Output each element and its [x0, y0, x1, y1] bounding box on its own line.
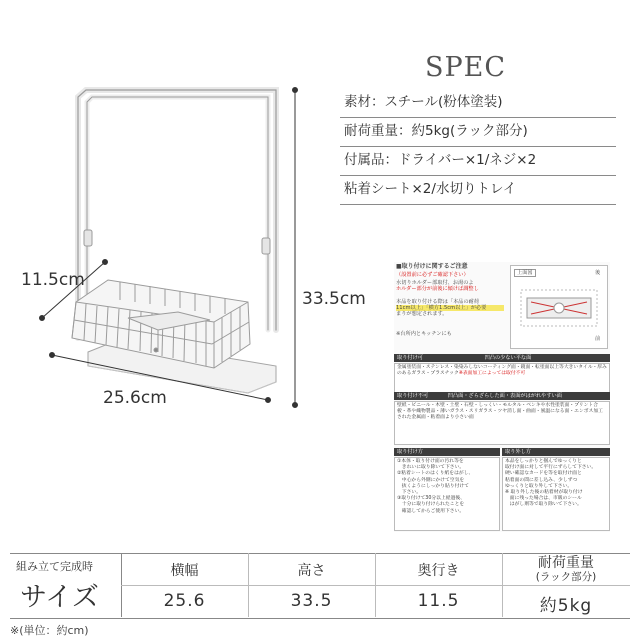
- top-view-sketch: [517, 280, 601, 340]
- ng-head-text: 取り付け不可: [397, 393, 429, 399]
- how-step: 十分に取り付けられたことを: [397, 502, 465, 508]
- ng-note-text: 凹凸面・ざらざらした面・表面がはがれやすい面: [447, 393, 562, 399]
- back-label: 後: [595, 270, 601, 276]
- how-step: 確認してからご使用下さい。: [397, 508, 465, 514]
- how-step: 中心から外側にかけて空気を: [397, 477, 465, 483]
- col-width-value: 25.6: [163, 591, 206, 611]
- how-steps: [394, 457, 500, 531]
- ok-body-text: 金属塗装面・ステンレス・染染みしないコーティング面・鏡面・転塗面以上等大きいタイル・厚みのあるガラス・プラスチック: [397, 365, 607, 377]
- installation-notice-panel: [394, 262, 610, 532]
- remove-header: 取り外し方: [502, 448, 610, 456]
- intro-line: まりが想定されます。: [396, 311, 448, 318]
- how-step: きれいに取り除いて下さい。: [397, 465, 465, 471]
- remove-step: ゆっくりと取り外して下さい。: [505, 483, 573, 489]
- intro-line: 本品を取り付ける際は「本品の耐荷: [396, 298, 480, 305]
- ok-head-text: 取り付け可: [397, 355, 423, 361]
- ok-body: [394, 363, 610, 393]
- front-label: 前: [595, 336, 601, 342]
- remove-step: ※ 取り外した後の粘着材が取り付け: [505, 490, 583, 496]
- notice-title: ■取り付けに関するご注意: [396, 263, 468, 270]
- how-header: 取り付け方: [394, 448, 500, 456]
- remove-step: 取付け面に対して平行にずらして下さい。: [505, 465, 597, 471]
- remove-steps: [502, 457, 610, 531]
- unit-note: ※(単位：約cm): [10, 624, 89, 637]
- remove-step: 粘着面の間に差し込み、少しずつ: [505, 477, 578, 483]
- ok-header: [394, 354, 610, 362]
- product-illustration: [0, 0, 400, 420]
- height-label: 33.5cm: [302, 289, 366, 309]
- top-view-diagram: [510, 265, 608, 349]
- remove-step: はがし剤等で取り除いて下さい。: [505, 502, 582, 508]
- ng-body: 壁紙・ビニール・木壁・土壁・石壁・しっくい・モルタル・ベンキや水性塗装面・プリント合板・革や織物製品・薄いガラス・スリガラス・ツヤ消し面・曲面・風温になる面・エンボス加工された金属面・粘着面より小さい面: [394, 401, 610, 445]
- intro-line: 11cm以上」「横方1.5cm以上」が必要: [396, 305, 504, 311]
- remove-step: 本品をしっかりと掴んでゆっくりと: [505, 459, 582, 464]
- how-step: ③取り付けて30分以上経過後、: [397, 496, 465, 502]
- intro-line: ※台所内とキッチンにも: [396, 331, 452, 338]
- ng-header: [394, 392, 610, 400]
- intro-line: 水切りホルダー部取付、お湯のよ: [396, 280, 474, 286]
- ok-note-text: 凹凸の少ない平な面: [484, 355, 532, 361]
- col-height-value: 33.5: [290, 591, 333, 611]
- spec-load: 耐荷重量：約5kg(ラック部分): [340, 117, 616, 147]
- col-depth-head: 奥行き: [417, 563, 460, 579]
- spec-accessories: 付属品：ドライバー×1/ネジ×2: [340, 146, 616, 176]
- remove-step: 面に残った場合は、市販のシール: [505, 496, 582, 502]
- col-load-sub: (ラック部分): [535, 571, 597, 583]
- how-step: 下さい。: [397, 490, 421, 496]
- col-depth-value: 11.5: [417, 591, 460, 611]
- col-load-value: 約5kg: [539, 596, 593, 616]
- size-cell: [10, 553, 122, 617]
- size-label: サイズ: [20, 582, 99, 613]
- intro-line: ホルダー部分が前後に傾けば調整し: [396, 286, 479, 293]
- spec-title: SPEC: [425, 52, 507, 83]
- depth-label: 11.5cm: [21, 270, 85, 290]
- top-view-label: 上面図: [514, 269, 536, 277]
- spec-accessories-2: 粘着シート×2/水切りトレイ: [340, 175, 616, 205]
- how-step: ②粘着シートのはくり紙をはがし、: [397, 471, 474, 477]
- spec-material: 素材：スチール(粉体塗装): [340, 88, 616, 118]
- size-subtitle: 組み立て完成時: [16, 560, 93, 573]
- remove-step: 硬い確認なカードを等を取付け面と: [505, 471, 582, 477]
- how-step: 抜くようにしっかり貼り付けて: [397, 483, 469, 489]
- notice-intro: [396, 280, 504, 338]
- col-height-head: 高さ: [297, 563, 326, 579]
- width-label: 25.6cm: [103, 388, 167, 408]
- notice-subtitle: （設置前に必ずご確認下さい）: [396, 272, 469, 278]
- col-load-head: 耐荷重量: [538, 555, 594, 571]
- col-width-head: 横幅: [170, 563, 199, 579]
- how-step: ①本体・取り付け面の汚れ等を: [397, 459, 464, 464]
- ok-warning-text: ※表面加工によっては取付不可: [458, 371, 526, 377]
